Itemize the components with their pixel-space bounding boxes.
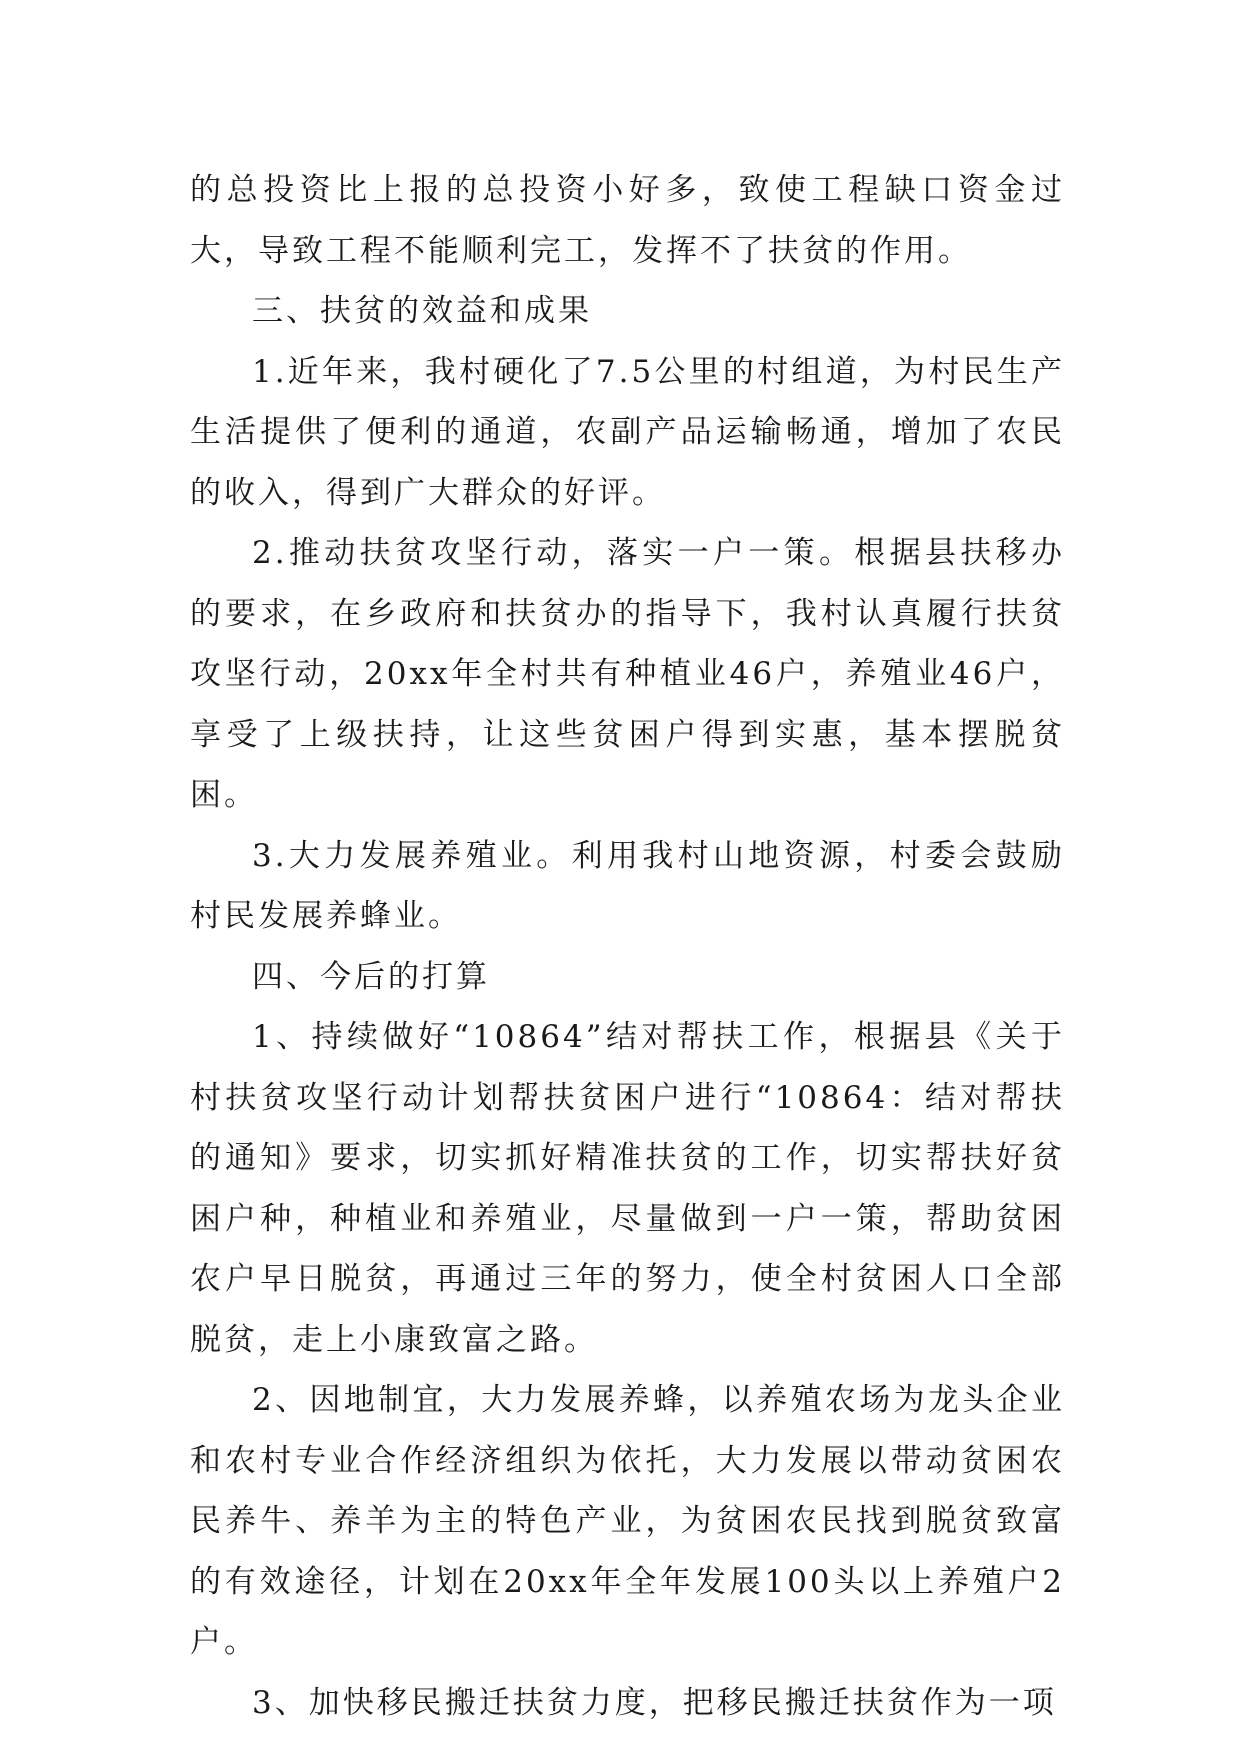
paragraph-continuation: 的总投资比上报的总投资小好多，致使工程缺口资金过大，导致工程不能顺利完工，发挥不了扶贫的作用。 xyxy=(190,172,1065,269)
paragraph-benefit-2: 2.推动扶贫攻坚行动，落实一户一策。根据县扶移办的要求，在乡政府和扶贫办的指导下，我村认真履行扶贫攻坚行动，20xx年全村共有种植业46户，养殖业46户，享受了上级扶持，让这些贫困户得到实惠，基本摆脱贫困。 xyxy=(190,535,1065,813)
paragraph-benefit-1: 1.近年来，我村硬化了7.5公里的村组道，为村民生产生活提供了便利的通道，农副产品运输畅通，增加了农民的收入，得到广大群众的好评。 xyxy=(190,353,1065,511)
section-heading-benefits: 三、扶贫的效益和成果 xyxy=(252,293,592,329)
section-heading-plans: 四、今后的打算 xyxy=(252,958,490,995)
paragraph-plan-3: 3、加快移民搬迁扶贫力度，把移民搬迁扶贫作为一项 xyxy=(252,1684,1057,1721)
paragraph-plan-1: 1、持续做好“10864”结对帮扶工作，根据县《关于村扶贫攻坚行动计划帮扶贫困户进行“10864：结对帮扶的通知》要求，切实抓好精准扶贫的工作，切实帮扶好贫困户种，种植业和养殖业，尽量做到一户一策，帮助贫困农户早日脱贫，再通过三年的努力，使全村贫困人口全部脱贫，走上小康致富之路。 xyxy=(190,1019,1065,1358)
paragraph-plan-2: 2、因地制宜，大力发展养蜂，以养殖农场为龙头企业和农村专业合作经济组织为依托，大力发展以带动贫困农民养牛、养羊为主的特色产业，为贫困农民找到脱贫致富的有效途径，计划在20xx年全年发展100头以上养殖户2户。 xyxy=(190,1382,1065,1660)
paragraph-benefit-3: 3.大力发展养殖业。利用我村山地资源，村委会鼓励村民发展养蜂业。 xyxy=(190,837,1065,934)
document-body xyxy=(190,160,1065,1733)
